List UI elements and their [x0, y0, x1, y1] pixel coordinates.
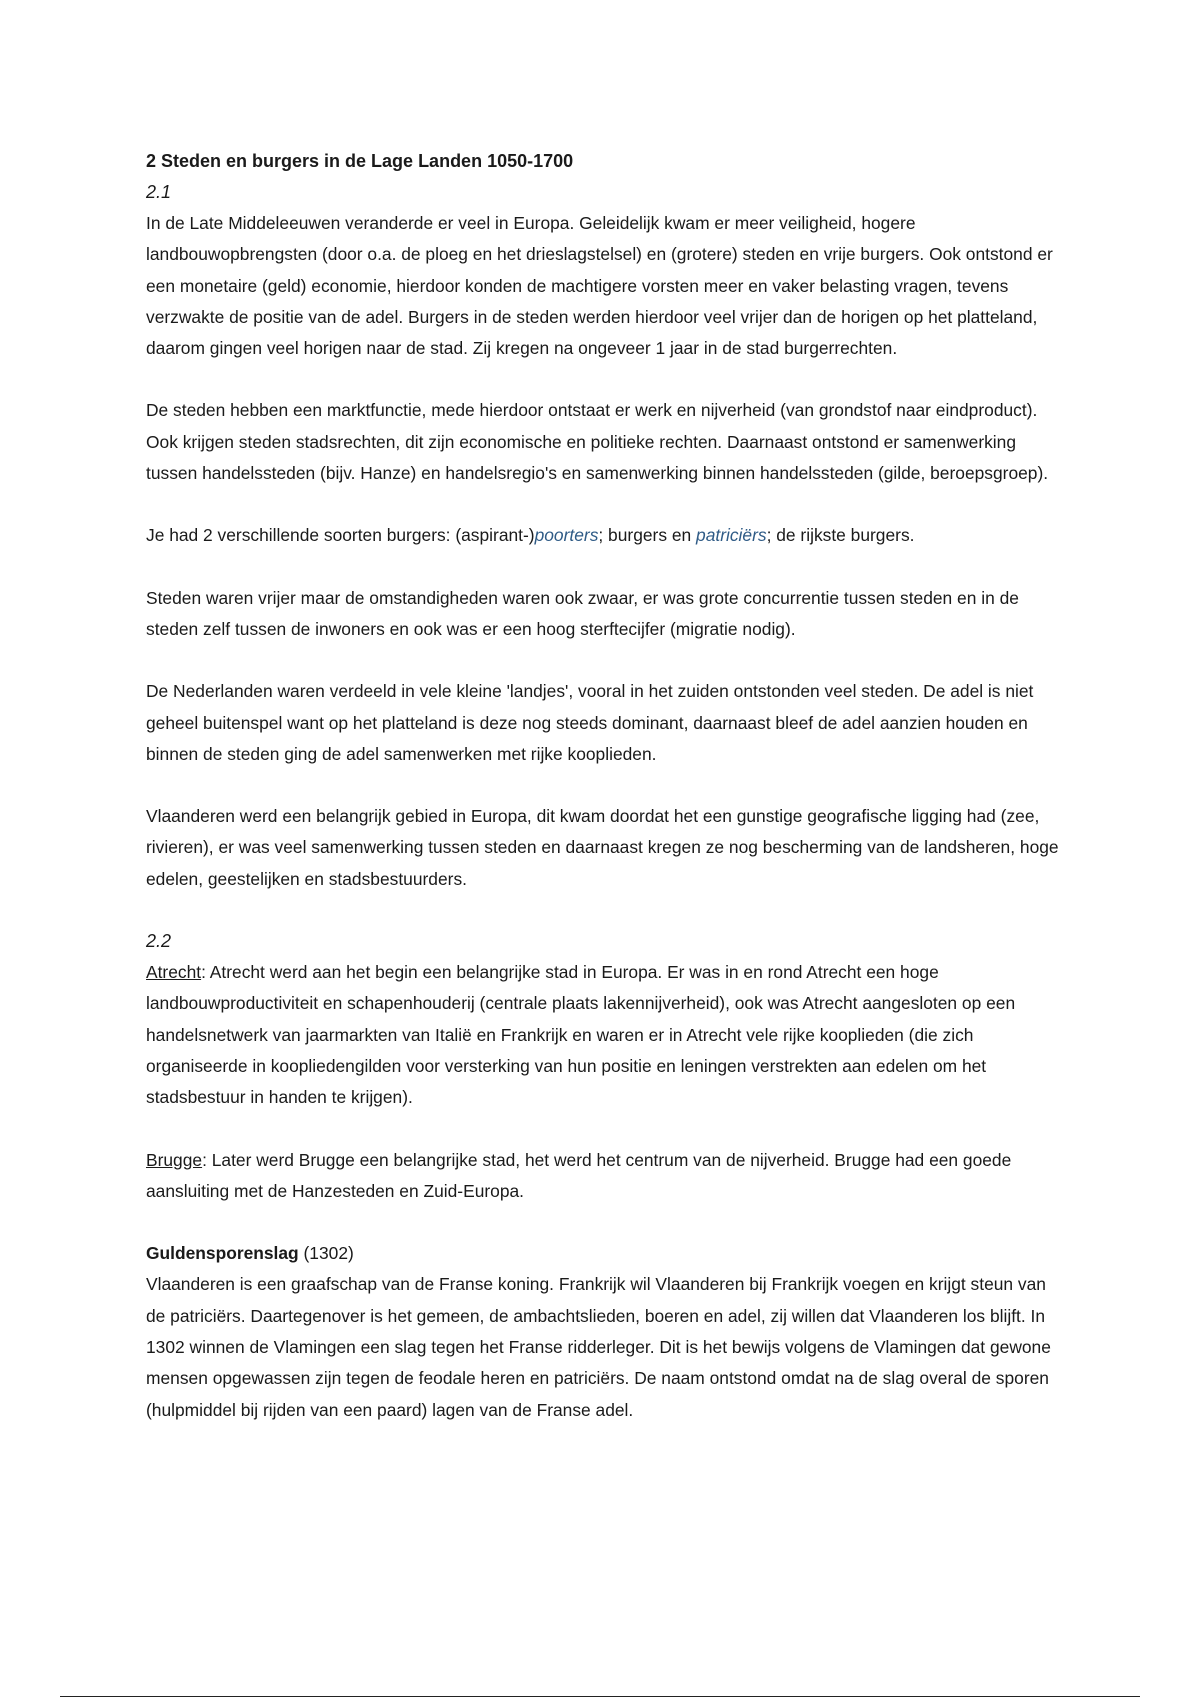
brugge-label: Brugge: [146, 1149, 203, 1170]
term-poorters: poorters: [534, 525, 599, 546]
atrecht-label: Atrecht: [146, 962, 202, 983]
paragraph-late-middeleeuwen: In de Late Middeleeuwen veranderde er veel in Europa. Geleidelijk kwam er meer veiligheid, hogere landbouwopbrengsten (door o.a. de ploeg en het drieslagstelsel) en (grotere) steden en vrije burgers. Ook ontstond er een monetaire (geld) economie, hierdoor konden de machtigere vorsten meer en vaker belasting vragen, tevens verzwakte de positie van de adel. Burgers in de steden werden hierdoor veel vrijer dan de horigen op het platteland, daarom gingen veel horigen naar de stad. Zij kregen na ongeveer 1 jaar in de stad burgerrechten.: [146, 213, 1053, 359]
paragraph-guldensporenslag: Vlaanderen is een graafschap van de Franse koning. Frankrijk wil Vlaanderen bij Frankrijk voegen en krijgt steun van de patriciërs. Daartegenover is het gemeen, de ambachtslieden, boeren en adel, zij willen dat Vlaanderen los blijft. In 1302 winnen de Vlamingen een slag tegen het Franse ridderleger. Dit is het bewijs volgens de Vlamingen dat gewone mensen opgewassen zijn tegen de feodale heren en patriciërs. De naam ontstond omdat na de slag overal de sporen (hulpmiddel bij rijden van een paard) lagen van de Franse adel.: [146, 1274, 1051, 1420]
section-number-2-2: 2.2: [146, 931, 172, 952]
paragraph-vlaanderen: Vlaanderen werd een belangrijk gebied in Europa, dit kwam doordat het een gunstige geografische ligging had (zee, rivieren), er was veel samenwerking tussen steden en daarnaast kregen ze nog bescherming van de landsheren, hoge edelen, geestelijken en stadsbestuurders.: [146, 806, 1059, 889]
burgers-text-3: ; de rijkste burgers.: [766, 525, 915, 546]
brugge-text: : Later werd Brugge een belangrijke stad, het werd het centrum van de nijverheid. Brugge had een goede aansluiting met de Hanzesteden en Zuid-Europa.: [146, 1149, 1012, 1201]
document-title: 2 Steden en burgers in de Lage Landen 1050-1700: [146, 151, 574, 171]
paragraph-omstandigheden: Steden waren vrijer maar de omstandigheden waren ook zwaar, er was grote concurrentie tussen steden en in de steden zelf tussen de inwoners en ook was er een hoog sterftecijfer (migratie nodig).: [146, 587, 1019, 639]
document-page: [146, 146, 1066, 1426]
guldensporenslag-title: Guldensporenslag: [146, 1243, 299, 1264]
paragraph-marktfunctie: De steden hebben een marktfunctie, mede hierdoor ontstaat er werk en nijverheid (van grondstof naar eindproduct). Ook krijgen steden stadsrechten, dit zijn economische en politieke rechten. Daarnaast ontstond er samenwerking tussen handelssteden (bijv. Hanze) en handelsregio's en samenwerking binnen handelssteden (gilde, beroepsgroep).: [146, 400, 1049, 484]
paragraph-nederlanden: De Nederlanden waren verdeeld in vele kleine 'landjes', vooral in het zuiden ontstonden veel steden. De adel is niet geheel buitenspel want op het platteland is deze nog steeds dominant, daarnaast bleef de adel aanzien houden en binnen de steden ging de adel samenwerken met rijke kooplieden.: [146, 681, 1034, 764]
paragraph-brugge: [146, 1145, 1066, 1208]
guldensporenslag-heading: [146, 1238, 1066, 1269]
paragraph-burgers: [146, 520, 1066, 551]
burgers-text-2: ; burgers en: [598, 525, 697, 546]
paragraph-atrecht: [146, 957, 1066, 1113]
section-number-2-1: 2.1: [146, 182, 172, 202]
footer-divider: [60, 1696, 1140, 1697]
atrecht-text: : Atrecht werd aan het begin een belangrijke stad in Europa. Er was in en rond Atrecht een hoge landbouwproductiviteit en schapenhouderij (centrale plaats lakennijverheid), ook was Atrecht aangesloten op een handelsnetwerk van jaarmarkten van Italië en Frankrijk en waren er in Atrecht vele rijke kooplieden (die zich organiseerde in koopliedengilden voor versterking van hun positie en leningen verstrekten aan edelen om het stadsbestuur in handen te krijgen).: [146, 962, 1016, 1108]
guldensporenslag-year: (1302): [298, 1243, 354, 1264]
term-patriciers: patriciërs: [696, 525, 767, 546]
burgers-text-1: Je had 2 verschillende soorten burgers: (aspirant-): [146, 525, 535, 546]
